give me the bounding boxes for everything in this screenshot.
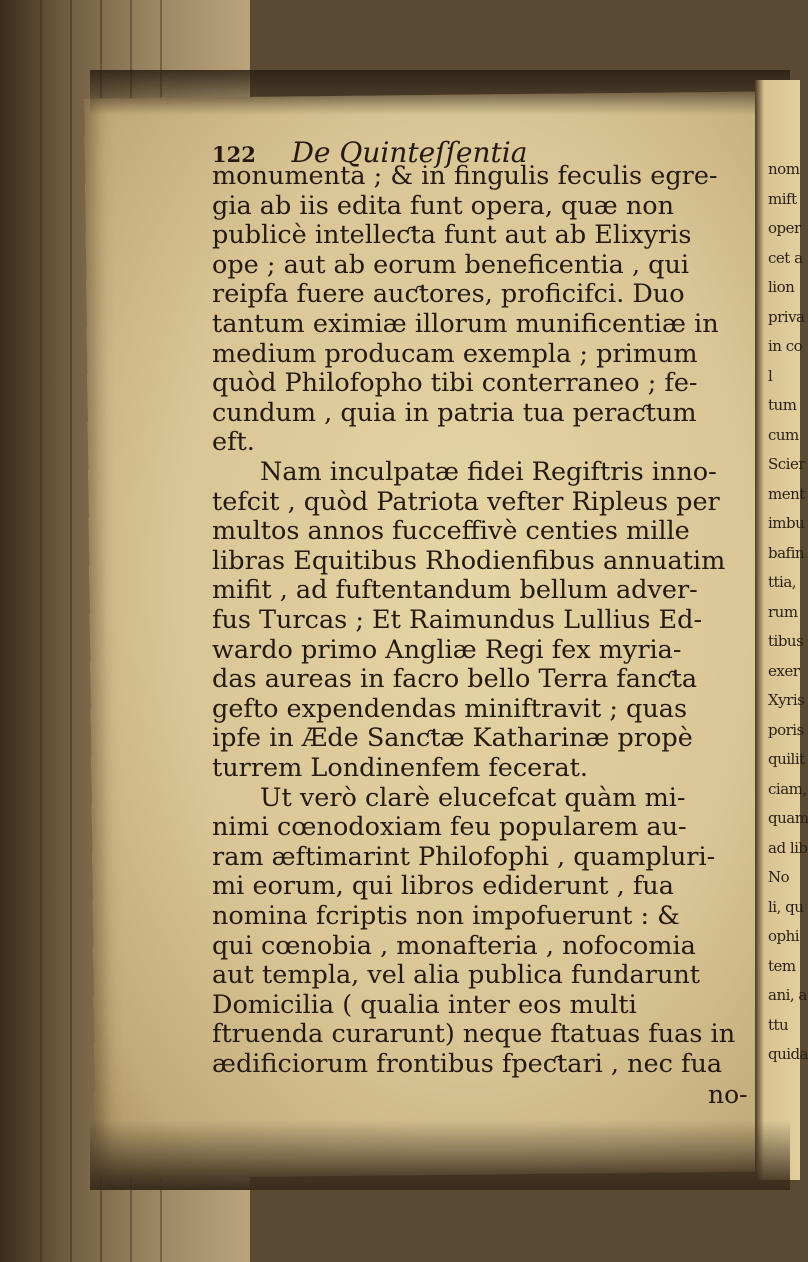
facing-page-text: imbu <box>768 514 805 532</box>
text-line: ipfe in Æde Sanƈtæ Katharinæ propè <box>212 723 693 754</box>
text-line: reipfa fuere auƈtores, proficifci. Duo <box>212 279 685 310</box>
text-line: quòd Philofopho tibi conterraneo ; fe- <box>212 368 698 399</box>
facing-page-text: ment <box>768 484 805 503</box>
facing-page-text: ad lib <box>768 838 808 857</box>
text-line: ope ; aut ab eorum beneficentia , qui <box>212 249 690 280</box>
text-line: tantum eximiæ illorum munificentiæ in <box>212 309 719 339</box>
text-line: ram æftimarint Philofophi , quampluri- <box>212 841 716 872</box>
facing-page-text: li, qu <box>768 897 804 916</box>
facing-page-text: quam <box>768 809 808 827</box>
facing-page-text: ttu <box>768 1015 789 1034</box>
text-line: aut templa, vel alia publica fundarunt <box>212 960 701 991</box>
facing-page-text: in co <box>768 337 803 355</box>
running-title: De Quinteſſentia <box>291 136 528 169</box>
text-line: turrem Londinenfem fecerat. <box>212 753 589 783</box>
bottom-shadow <box>90 1120 790 1190</box>
facing-page-fragment <box>755 80 808 1180</box>
text-line: monumenta ; & in fingulis feculis egre- <box>212 161 718 191</box>
facing-page-text: No <box>768 868 790 886</box>
text-line: gia ab iis edita funt opera, quæ non <box>212 190 675 221</box>
text-line: mifit , ad fuftentandum bellum adver- <box>212 575 698 606</box>
facing-page-text: nom <box>768 160 800 178</box>
text-line: Nam inculpatæ fidei Regiftris inno- <box>260 457 717 487</box>
facing-page-text: ani, a <box>768 986 807 1004</box>
text-line: medium producam exempla ; primum <box>212 338 698 369</box>
facing-page-text: lion <box>768 278 795 296</box>
facing-page-text: Scier <box>768 455 806 473</box>
text-line: nomina fcriptis non impofuerunt : & <box>212 901 680 931</box>
facing-page-text: ophi <box>768 927 800 945</box>
facing-page-text: Xyris <box>768 691 805 709</box>
text-line: fus Turcas ; Et Raimundus Lullius Ed- <box>212 605 703 635</box>
facing-page-text: quida <box>768 1045 808 1063</box>
facing-page-text: exer <box>768 661 800 680</box>
facing-page-text: tibus <box>768 632 804 650</box>
text-line: wardo primo Angliæ Regi fex myria- <box>212 634 682 665</box>
page-number: 122 <box>212 142 256 167</box>
text-line: qui cœnobia , monafteria , nofocomia <box>212 930 696 961</box>
facing-page-text: cet a <box>768 248 803 267</box>
text-line: multos annos fucceffivè centies mille <box>212 516 690 547</box>
top-shadow <box>90 70 790 115</box>
text-line: mi eorum, qui libros ediderunt , fua <box>212 871 674 902</box>
facing-page-text: l <box>768 366 773 385</box>
facing-page-text: ciam, <box>768 779 807 798</box>
text-line: Domicilia ( qualia inter eos multi <box>212 989 637 1020</box>
text-line: cundum , quia in patria tua peraƈtum <box>212 397 697 428</box>
facing-page-text: rum <box>768 602 798 621</box>
text-line: eft. <box>212 427 255 458</box>
facing-page-text: tum <box>768 396 797 414</box>
facing-page-text: ttia, <box>768 573 797 591</box>
facing-page-text: mift <box>768 189 797 208</box>
facing-page-text: bafin <box>768 543 805 562</box>
text-line: ftruenda curarunt) neque ftatuas fuas in <box>212 1019 736 1050</box>
text-line: publicè intelleƈta funt aut ab Elixyris <box>212 220 692 251</box>
text-line: ædificiorum frontibus fpeƈtari , nec fua <box>212 1049 723 1079</box>
page-edge <box>70 0 72 1262</box>
text-line: gefto expendendas miniftravit ; quas <box>212 693 688 724</box>
text-line: tefcit , quòd Patriota vefter Ripleus per <box>212 486 720 517</box>
facing-page-text: oper <box>768 219 801 237</box>
facing-page-text: quilit <box>768 750 805 768</box>
facing-page-text: priva <box>768 307 805 326</box>
text-line: Ut verò clarè elucefcat quàm mi- <box>260 782 686 813</box>
facing-page-text: tem <box>768 956 796 975</box>
catchword: no- <box>708 1079 748 1109</box>
facing-page-text: cum <box>768 425 799 444</box>
facing-page-text: poris <box>768 720 804 739</box>
text-line: nimi cœnodoxiam feu popularem au- <box>212 812 687 843</box>
text-line: das aureas in facro bello Terra fanƈta <box>212 664 698 695</box>
page-edge <box>40 0 42 1262</box>
text-line: libras Equitibus Rhodienfibus annuatim <box>212 545 726 576</box>
